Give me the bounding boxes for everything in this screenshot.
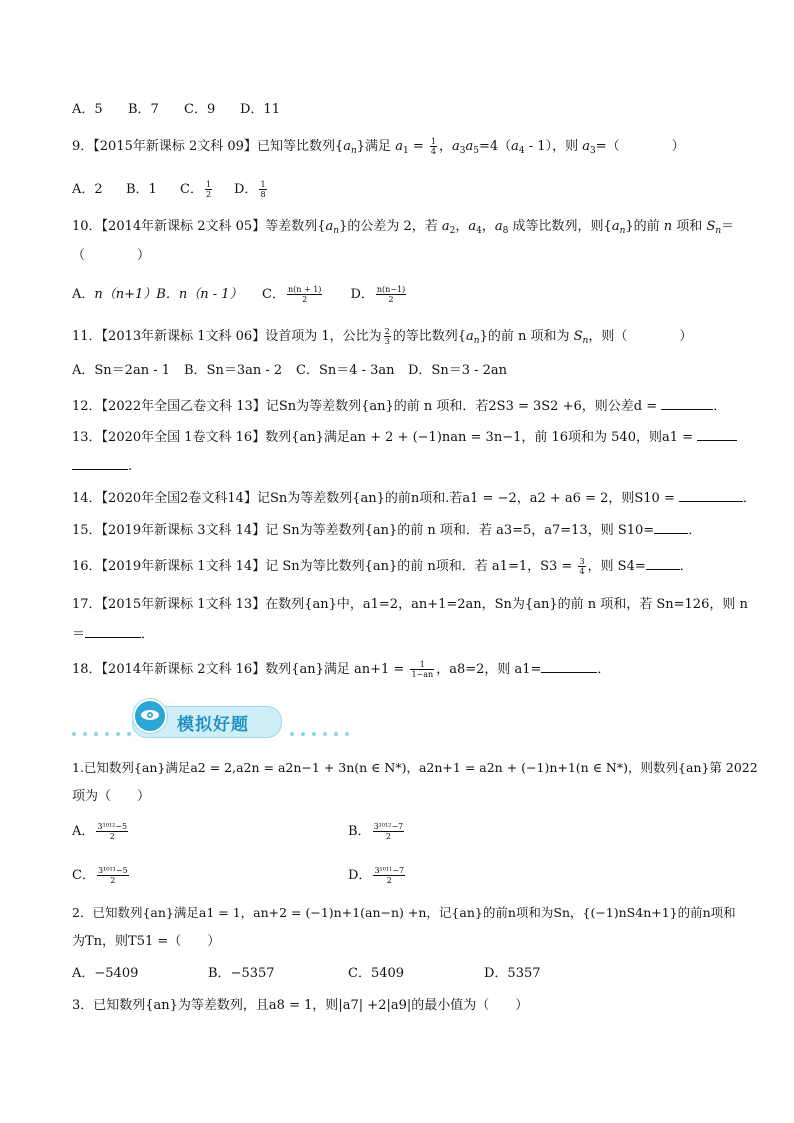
m2-option-d: D．5357 <box>484 966 541 981</box>
answer-blank[interactable] <box>646 556 680 570</box>
m2-option-a: A．−5409 <box>72 966 139 981</box>
q10-option-d: D． <box>350 287 374 302</box>
m1-options-row1 <box>72 822 406 841</box>
q11-option-a: A．Sn＝2an - 1 <box>72 363 170 378</box>
m1-option-a: A． $\frac{\text{3¹⁰¹²−5}}{2}$ <box>72 822 128 841</box>
q11-option-d: D．Sn＝3 - 2an <box>408 363 508 378</box>
q10-option-c: C． <box>262 287 285 302</box>
q15-tag: 15．【2019年新课标 3文科 14】 <box>72 523 266 538</box>
q9-text: =4（ <box>478 139 512 154</box>
q11-stem: 11．【2013年新课标 1文科 06】设首项为 1，公比为 $\frac{2}{3}$ 的等比数列$\{a_n\}$的前 n 项和为 $S_n$，则（ ） <box>72 327 693 346</box>
q9-options <box>72 180 269 199</box>
answer-blank[interactable] <box>541 659 597 673</box>
q9-text: }满足 <box>356 139 396 154</box>
m1-option-c: C． $\frac{\text{3¹⁰¹¹−5}}{2}$ <box>72 866 128 885</box>
q9-option-b: B．1 <box>126 182 157 197</box>
q13-tag: 13．【2020年全国 1卷文科 16】 <box>72 430 266 445</box>
eye-icon <box>133 699 167 733</box>
q9-frac: $\frac{1}{4}$ <box>430 137 436 156</box>
banner-dots-right <box>290 732 349 736</box>
q9-option-c: C． $\frac{1}{2}$ <box>180 180 212 199</box>
q8-option-d: D．11 <box>240 102 280 117</box>
q9-tag: 9．【2015年新课标 2文科 09】 <box>72 139 257 154</box>
m3-stem: 3．已知数列{an}为等差数列，且a8 = 1，则|a7| +2|a9|的最小值为（ ） <box>72 998 529 1013</box>
m1-options-row2 <box>72 866 407 885</box>
m2-line2: 为Tn，则T51 =（ ） <box>72 934 221 949</box>
answer-blank[interactable] <box>654 520 688 534</box>
answer-blank[interactable] <box>697 427 737 441</box>
q13-stem: 13．【2020年全国 1卷文科 16】数列{an}满足an + 2 + (−1)nan = 3n−1，前 16项和为 540，则a1 = <box>72 427 737 447</box>
banner-dots-left <box>72 732 131 736</box>
q12-tag: 12．【2022年全国乙卷文科 13】 <box>72 399 266 414</box>
q11-option-b: B．Sn＝3an - 2 <box>184 363 283 378</box>
q10-option-a: A． <box>72 287 95 302</box>
m2-option-c: C．5409 <box>348 966 405 981</box>
q12-stem: 12．【2022年全国乙卷文科 13】记Sn为等差数列{an}的前 n 项和．若2S3 = 3S2 +6，则公差d = ． <box>72 396 726 416</box>
answer-blank[interactable] <box>72 456 128 470</box>
q9-stem: 9．【2015年新课标 2文科 09】已知等比数列$\{a_n\}$满足 $a_1$ = $\frac{1}{4}$ ，$a_3a_5=4(a_4 - 1)$，则 $a_3=$（ ） <box>72 137 685 156</box>
q9-text: =（ ） <box>595 139 685 154</box>
q18-tag: 18．【2014年新课标 2文科 16】 <box>72 662 266 677</box>
q14-stem: 14．【2020年全国2卷文科14】记Sn为等差数列{an}的前n项和.若a1 = −2，a2 + a6 = 2，则S10 = ． <box>72 488 756 508</box>
q8-options <box>72 101 280 119</box>
q8-option-a: A．5 <box>72 102 103 117</box>
answer-blank[interactable] <box>661 396 713 410</box>
q17-tag: 17．【2015年新课标 1文科 13】 <box>72 597 266 612</box>
q10-stem: 10．【2014年新课标 2文科 05】等差数列$\{a_n\}$的公差为 2，若 $a_2$，$a_4$，$a_8$ 成等比数列，则$\{a_n\}$的前 n 项和 $S_n=$ <box>72 219 735 236</box>
q9-text: - 1），则 <box>524 139 583 154</box>
section-badge <box>132 706 282 738</box>
q14-tag: 14．【2020年全国2卷文科14】 <box>72 491 257 506</box>
q8-option-c: C．9 <box>184 102 216 117</box>
answer-blank[interactable] <box>679 488 743 502</box>
q10-options: A．n（n+1）B．n（n - 1） C． $\frac{n(n + 1)}{2}$ D． $\frac{n(n-1)}{2}$ <box>72 285 406 304</box>
m2-stem: 2．已知数列{an}满足a1 = 1，an+2 = (−1)n+1(an−n) +n，记{an}的前n项和为Sn，{(−1)nS4n+1}的前n项和 <box>72 905 736 920</box>
q17-line2: ＝ ． <box>72 624 154 644</box>
answer-blank[interactable] <box>85 624 141 638</box>
m2-options <box>72 965 541 983</box>
m2-option-b: B．−5357 <box>208 966 275 981</box>
m1-line2: 项为（ ） <box>72 789 151 804</box>
q18-stem: 18．【2014年新课标 2文科 16】数列{an}满足 an+1 = $\frac{1}{1-an}$ ，a8=2，则 a1= ． <box>72 660 611 679</box>
m1-option-b: B． $\frac{\text{3¹⁰¹²−7}}{2}$ <box>348 822 404 841</box>
q17-stem: 17．【2015年新课标 1文科 13】在数列{an}中，a1=2，an+1=2an，Sn为{an}的前 n 项和，若 Sn=126，则 n <box>72 597 748 612</box>
q15-stem: 15．【2019年新课标 3文科 14】记 Sn为等差数列{an}的前 n 项和．若 a3=5，a7=13，则 S10= ． <box>72 520 701 540</box>
q9-text: ， <box>438 139 452 154</box>
section-title: 模拟好题 <box>177 715 249 735</box>
q13-line2: . <box>72 456 132 476</box>
section-banner <box>72 698 362 738</box>
q9-option-d: D． $\frac{1}{8}$ <box>234 180 266 199</box>
q9-text: 已知等比数列{ <box>256 139 344 154</box>
q11-options <box>72 362 507 380</box>
q11-option-c: C．Sn＝4 - 3an <box>296 363 395 378</box>
m1-stem: 1.已知数列{an}满足a2 = 2,a2n = a2n−1 + 3n(n ∈ N*)，a2n+1 = a2n + (−1)n+1(n ∈ N*)，则数列{an}第 2022 <box>72 760 758 775</box>
q9-option-a: A．2 <box>72 182 103 197</box>
q10-line2: （ ） <box>72 248 151 263</box>
q8-option-b: B．7 <box>128 102 159 117</box>
q16-tag: 16．【2019年新课标 1文科 14】 <box>72 559 266 574</box>
m1-option-d: D． $\frac{\text{3¹⁰¹¹−7}}{2}$ <box>348 866 405 885</box>
q11-tag: 11．【2013年新课标 1文科 06】 <box>72 329 266 344</box>
q10-tag: 10．【2014年新课标 2文科 05】 <box>72 219 266 234</box>
q16-stem: 16．【2019年新课标 1文科 14】记 Sn为等比数列{an}的前 n项和．若 a1=1，S3 = $\frac{3}{4}$ ，则 S4= ． <box>72 557 693 576</box>
